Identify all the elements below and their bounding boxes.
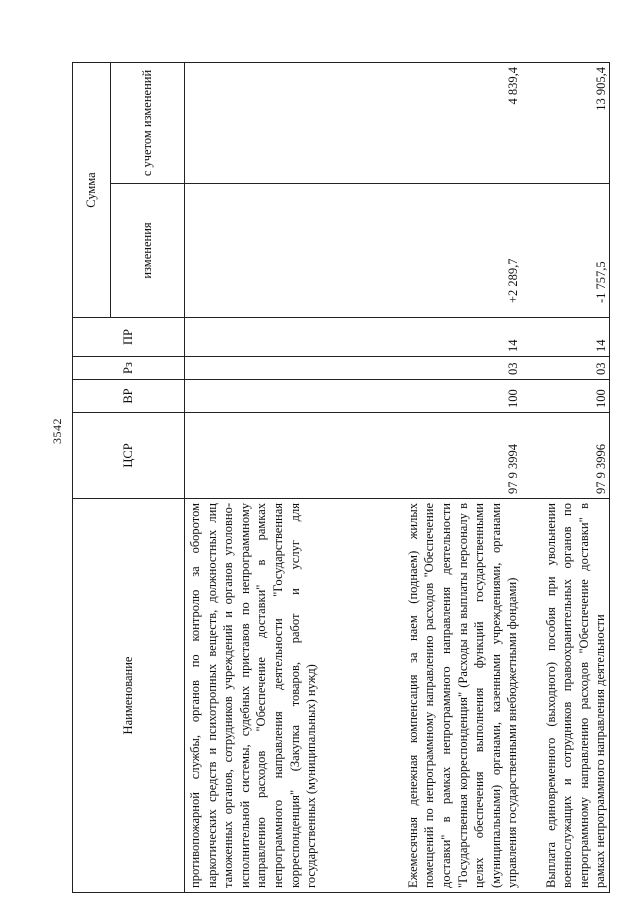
row-change: -1 757,5 (521, 184, 610, 318)
page-number: 3542 (50, 418, 64, 444)
table-row (521, 63, 610, 893)
header-pr: ПР (73, 318, 185, 357)
header-name: Наименование (73, 499, 185, 893)
row-csr: 97 9 3996 (521, 413, 610, 499)
row-pr: 14 (353, 318, 521, 357)
row-vr: 100 (353, 380, 521, 413)
row-vr: 100 (521, 380, 610, 413)
row-total: 13 905,4 (521, 63, 610, 184)
row-name: Выплата единовременного (выходного) пособия при увольнении военнослужащих и сотрудников правоохранительных органов по непрограммному направлению расходов "Обеспечение доставки" в рамках непрограммного направления деятельности (521, 499, 610, 893)
budget-table-page (72, 63, 612, 893)
row-total (185, 63, 354, 184)
row-total: 4 839,4 (353, 63, 521, 184)
header-rz: Рз (73, 357, 185, 380)
header-csr: ЦСР (73, 413, 185, 499)
budget-table (72, 62, 610, 893)
row-csr: 97 9 3994 (353, 413, 521, 499)
row-rz: 03 (521, 357, 610, 380)
row-pr: 14 (521, 318, 610, 357)
row-pr (185, 318, 354, 357)
header-sum: Сумма (73, 63, 111, 318)
row-name: Ежемесячная денежная компенсация за наем (поднаем) жилых помещений по непрограммному направлению расходов "Обеспечение доставки" в рамках непрограммного направления деятельности "Государственная корреспонденция" (Расходы на выплаты персоналу в целях обеспечения выполнения функций государственными (муниципальными) органами, казенными учреждениями, органами управления государственными внебюджетными фондами) (353, 499, 521, 893)
row-change (185, 184, 354, 318)
row-vr (185, 380, 354, 413)
header-sum-with-changes: с учетом изменений (111, 63, 185, 184)
header-sum-change: изменения (111, 184, 185, 318)
row-rz: 03 (353, 357, 521, 380)
header-vr: ВР (73, 380, 185, 413)
table-row (185, 63, 354, 893)
row-change: +2 289,7 (353, 184, 521, 318)
row-rz (185, 357, 354, 380)
row-csr (185, 413, 354, 499)
table-row (353, 63, 521, 893)
row-name: противопожарной службы, органов по контролю за оборотом наркотических средств и психотропных веществ, должностных лиц таможенных органов, сотрудников учреждений и органов уголовно-исполнительной системы, судебных приставов по непрограммному направлению расходов "Обеспечение доставки" в рамках непрограммного направления деятельности "Государственная корреспонденция" (Закупка товаров, работ и услуг для государственных (муниципальных) нужд) (185, 499, 354, 893)
